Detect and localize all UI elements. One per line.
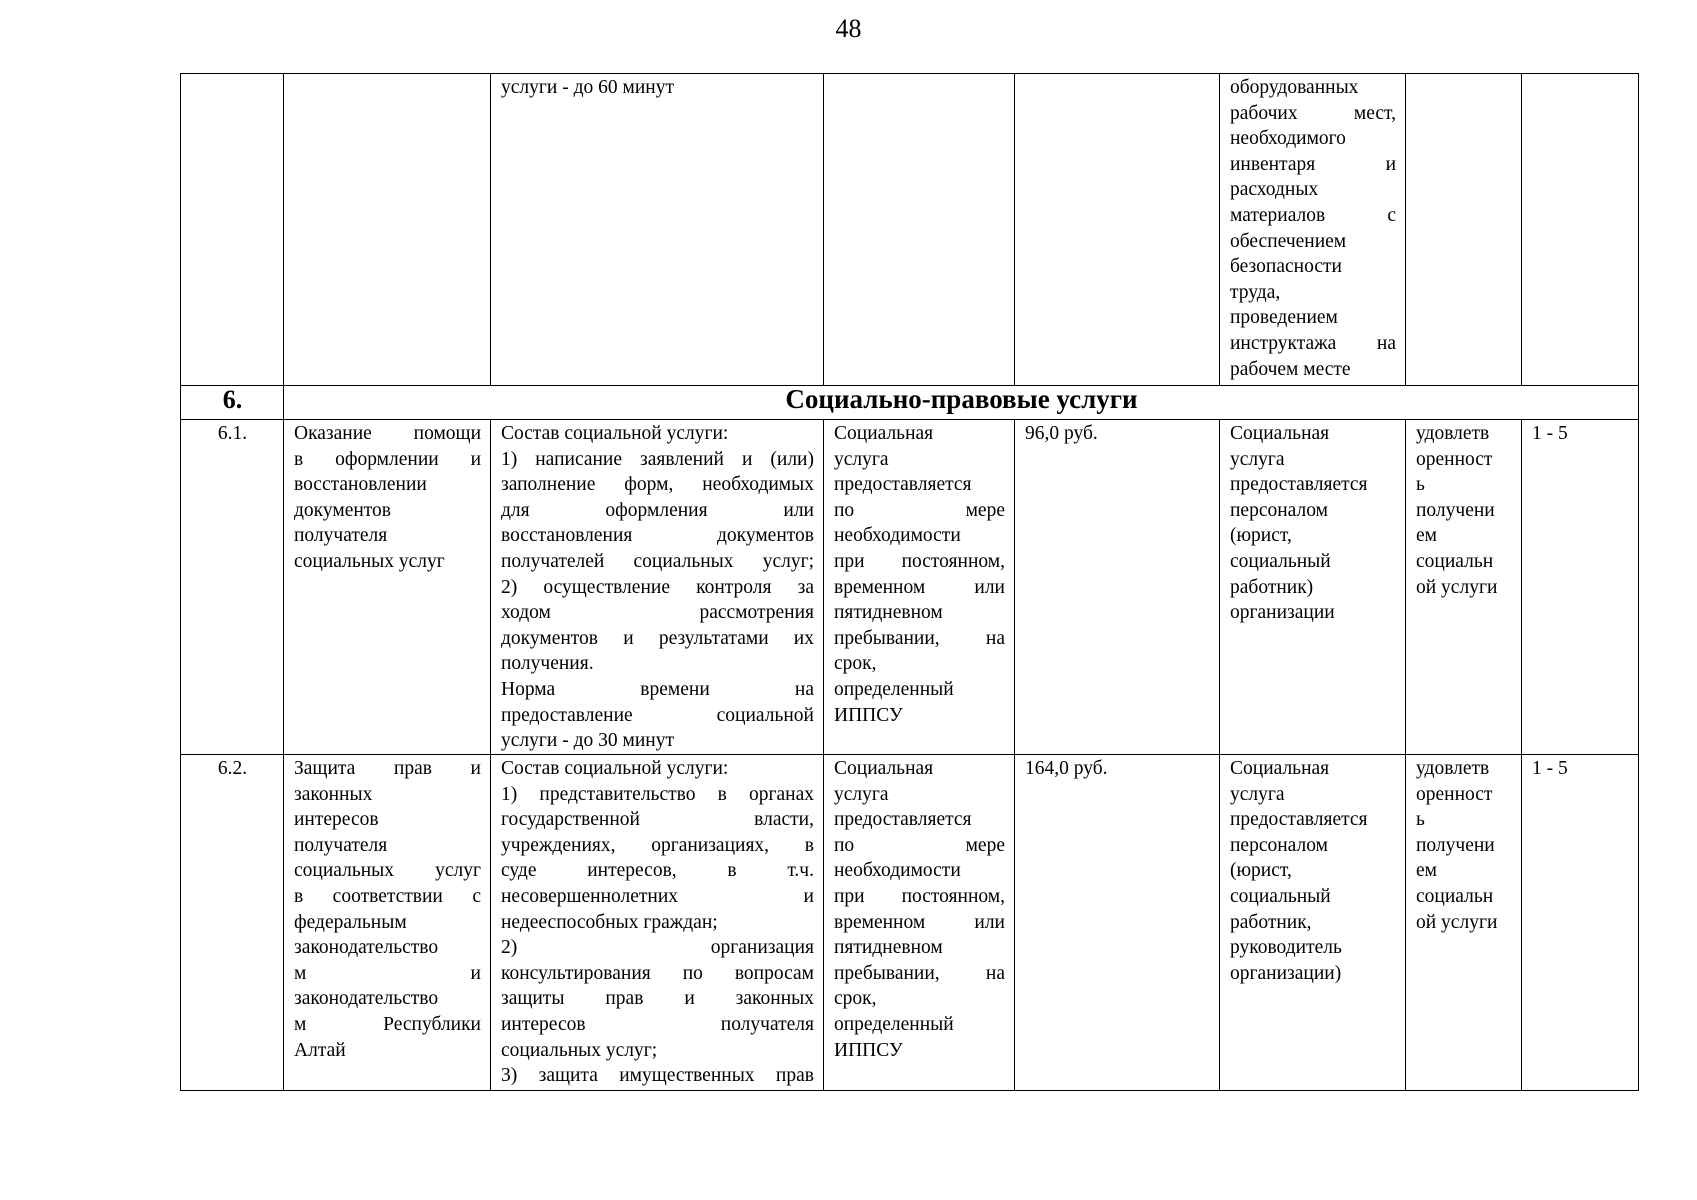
text-line: ИППСУ	[834, 704, 903, 726]
cell-provider	[1220, 74, 1406, 386]
text-line: работник,	[1230, 911, 1312, 933]
text-line: в соответствии с	[294, 885, 481, 907]
text-line: получени	[1416, 834, 1495, 856]
text-line: ем	[1416, 525, 1437, 547]
text-line: консультирования по вопросам	[501, 962, 814, 984]
text-line: работник)	[1230, 576, 1314, 598]
text-line: Состав социальной услуги:	[501, 423, 729, 444]
text-line: определенный	[834, 678, 954, 700]
text-line: срок,	[834, 653, 877, 675]
text-line: Алтай	[294, 1039, 346, 1061]
text-line: суде интересов, в т.ч.	[501, 860, 814, 882]
text-line: защиты прав и законных	[501, 988, 814, 1010]
cell-score: 1 - 5	[1522, 755, 1639, 1091]
text-line: социальн	[1416, 885, 1494, 907]
text-line: ем	[1416, 860, 1437, 882]
cell-name	[284, 755, 491, 1091]
cell-composition	[491, 420, 824, 755]
text-line: по мере	[834, 499, 1005, 521]
cell-provider	[1220, 420, 1406, 755]
text-line: Норма времени на	[501, 678, 814, 700]
text-line: срок,	[834, 988, 877, 1010]
text-line: безопасности	[1230, 256, 1342, 278]
text-line: предоставляется	[834, 809, 972, 831]
text-line: предоставление социальной	[501, 704, 814, 726]
cell-price: 164,0 руб.	[1015, 755, 1220, 1091]
text-line: удовлетв	[1416, 758, 1490, 779]
text-line: пятидневном	[834, 602, 943, 624]
text-line: пребывании, на	[834, 627, 1005, 649]
page-number: 48	[835, 14, 862, 43]
text-line: законодательство	[294, 937, 439, 959]
section-title: Социально-правовые услуги	[284, 386, 1639, 420]
text-line: при постоянном,	[834, 885, 1005, 907]
text-line: необходимости	[834, 525, 961, 547]
text-line: социальных услуг	[294, 860, 481, 882]
section-number: 6.	[181, 386, 284, 420]
text-line: законодательство	[294, 988, 439, 1010]
text-line: интересов получателя	[501, 1013, 814, 1035]
text-line: м и	[294, 962, 481, 984]
text-line: недееспособных граждан;	[501, 911, 718, 933]
text-line: пятидневном	[834, 937, 943, 959]
cell-price	[1015, 74, 1220, 386]
text-line: социальн	[1416, 550, 1494, 572]
cell-name	[284, 74, 491, 386]
text-line: 1) написание заявлений и (или)	[501, 448, 814, 470]
text-line: 3) защита имущественных прав	[501, 1065, 814, 1087]
text-line: Социальная	[1230, 423, 1330, 444]
text-line: услуга	[834, 448, 889, 470]
text-line: социальный	[1230, 550, 1331, 572]
text-line: ой услуги	[1416, 576, 1498, 598]
text-line: необходимого	[1230, 128, 1346, 150]
text-line: для оформления или	[501, 499, 814, 521]
cell-score	[1522, 74, 1639, 386]
cell-indicator	[1406, 420, 1522, 755]
text-line: получателя	[294, 525, 388, 547]
text-line: услуги - до 30 минут	[501, 730, 674, 752]
composition-text: услуги - до 60 минут	[501, 77, 674, 98]
text-line: Социальная	[834, 758, 934, 779]
text-line: социальный	[1230, 885, 1331, 907]
text-line: федеральным	[294, 911, 407, 933]
text-line: оренност	[1416, 783, 1493, 805]
cell-conditions	[824, 755, 1015, 1091]
text-line: документов и результатами их	[501, 627, 814, 649]
text-line: материалов с	[1230, 204, 1396, 226]
text-line: пребывании, на	[834, 962, 1005, 984]
text-line: временном или	[834, 576, 1005, 598]
text-line: получателя	[294, 834, 388, 856]
cell-indicator	[1406, 74, 1522, 386]
cell-composition	[491, 74, 824, 386]
text-line: труда,	[1230, 281, 1281, 303]
cell-provider	[1220, 755, 1406, 1091]
text-line: услуга	[834, 783, 889, 805]
text-line: расходных	[1230, 179, 1319, 201]
row-number: 6.1.	[181, 420, 284, 755]
text-line: оренност	[1416, 448, 1493, 470]
text-line: по мере	[834, 834, 1005, 856]
section-header-row	[181, 386, 1639, 420]
cell-name	[284, 420, 491, 755]
text-line: ходом рассмотрения	[501, 602, 814, 624]
text-line: 2) организация	[501, 937, 814, 959]
text-line: м Республики	[294, 1013, 481, 1035]
text-line: интересов	[294, 809, 379, 831]
cell-conditions	[824, 420, 1015, 755]
text-line: проведением	[1230, 307, 1338, 329]
text-line: персоналом	[1230, 499, 1328, 521]
text-line: получения.	[501, 653, 594, 675]
text-line: рабочих мест,	[1230, 102, 1396, 124]
text-line: персоналом	[1230, 834, 1328, 856]
text-line: ь	[1416, 474, 1425, 496]
text-line: оборудованных	[1230, 77, 1359, 98]
table-row	[181, 755, 1639, 1091]
text-line: социальных услуг	[294, 550, 445, 572]
text-line: Защита прав и	[294, 758, 481, 779]
text-line: Оказание помощи	[294, 423, 481, 444]
text-line: инвентаря и	[1230, 153, 1396, 175]
text-line: восстановления документов	[501, 525, 814, 547]
text-line: заполнение форм, необходимых	[501, 474, 814, 496]
text-line: временном или	[834, 911, 1005, 933]
text-line: несовершеннолетних и	[501, 885, 814, 907]
text-line: Социальная	[1230, 758, 1330, 779]
text-line: 1) представительство в органах	[501, 783, 814, 805]
text-line: Состав социальной услуги:	[501, 758, 729, 779]
text-line: ь	[1416, 809, 1425, 831]
text-line: организации	[1230, 602, 1335, 624]
text-line: социальных услуг;	[501, 1039, 658, 1061]
cell-indicator	[1406, 755, 1522, 1091]
text-line: в оформлении и	[294, 448, 481, 470]
text-line: восстановлении	[294, 474, 427, 496]
text-line: государственной власти,	[501, 809, 814, 831]
text-line: рабочем месте	[1230, 358, 1351, 380]
text-line: услуга	[1230, 448, 1285, 470]
text-line: (юрист,	[1230, 860, 1292, 882]
cell-price: 96,0 руб.	[1015, 420, 1220, 755]
text-line: предоставляется	[1230, 474, 1368, 496]
cell-conditions	[824, 74, 1015, 386]
text-line: необходимости	[834, 860, 961, 882]
text-line: Социальная	[834, 423, 934, 444]
text-line: обеспечением	[1230, 230, 1347, 252]
services-table	[180, 73, 1639, 1091]
text-line: законных	[294, 783, 373, 805]
text-line: предоставляется	[1230, 809, 1368, 831]
text-line: определенный	[834, 1013, 954, 1035]
text-line: получени	[1416, 499, 1495, 521]
cell-number	[181, 74, 284, 386]
table-row	[181, 420, 1639, 755]
text-line: организации)	[1230, 962, 1342, 984]
text-line: предоставляется	[834, 474, 972, 496]
continuation-row	[181, 74, 1639, 386]
text-line: (юрист,	[1230, 525, 1292, 547]
text-line: удовлетв	[1416, 423, 1490, 444]
text-line: инструктажа на	[1230, 332, 1396, 354]
text-line: 2) осуществление контроля за	[501, 576, 814, 598]
text-line: руководитель	[1230, 937, 1342, 959]
text-line: документов	[294, 499, 392, 521]
row-number: 6.2.	[181, 755, 284, 1091]
text-line: ИППСУ	[834, 1039, 903, 1061]
text-line: ой услуги	[1416, 911, 1498, 933]
text-line: при постоянном,	[834, 550, 1005, 572]
text-line: услуга	[1230, 783, 1285, 805]
cell-composition	[491, 755, 824, 1091]
text-line: учреждениях, организациях, в	[501, 834, 814, 856]
cell-score: 1 - 5	[1522, 420, 1639, 755]
text-line: получателей социальных услуг;	[501, 550, 814, 572]
